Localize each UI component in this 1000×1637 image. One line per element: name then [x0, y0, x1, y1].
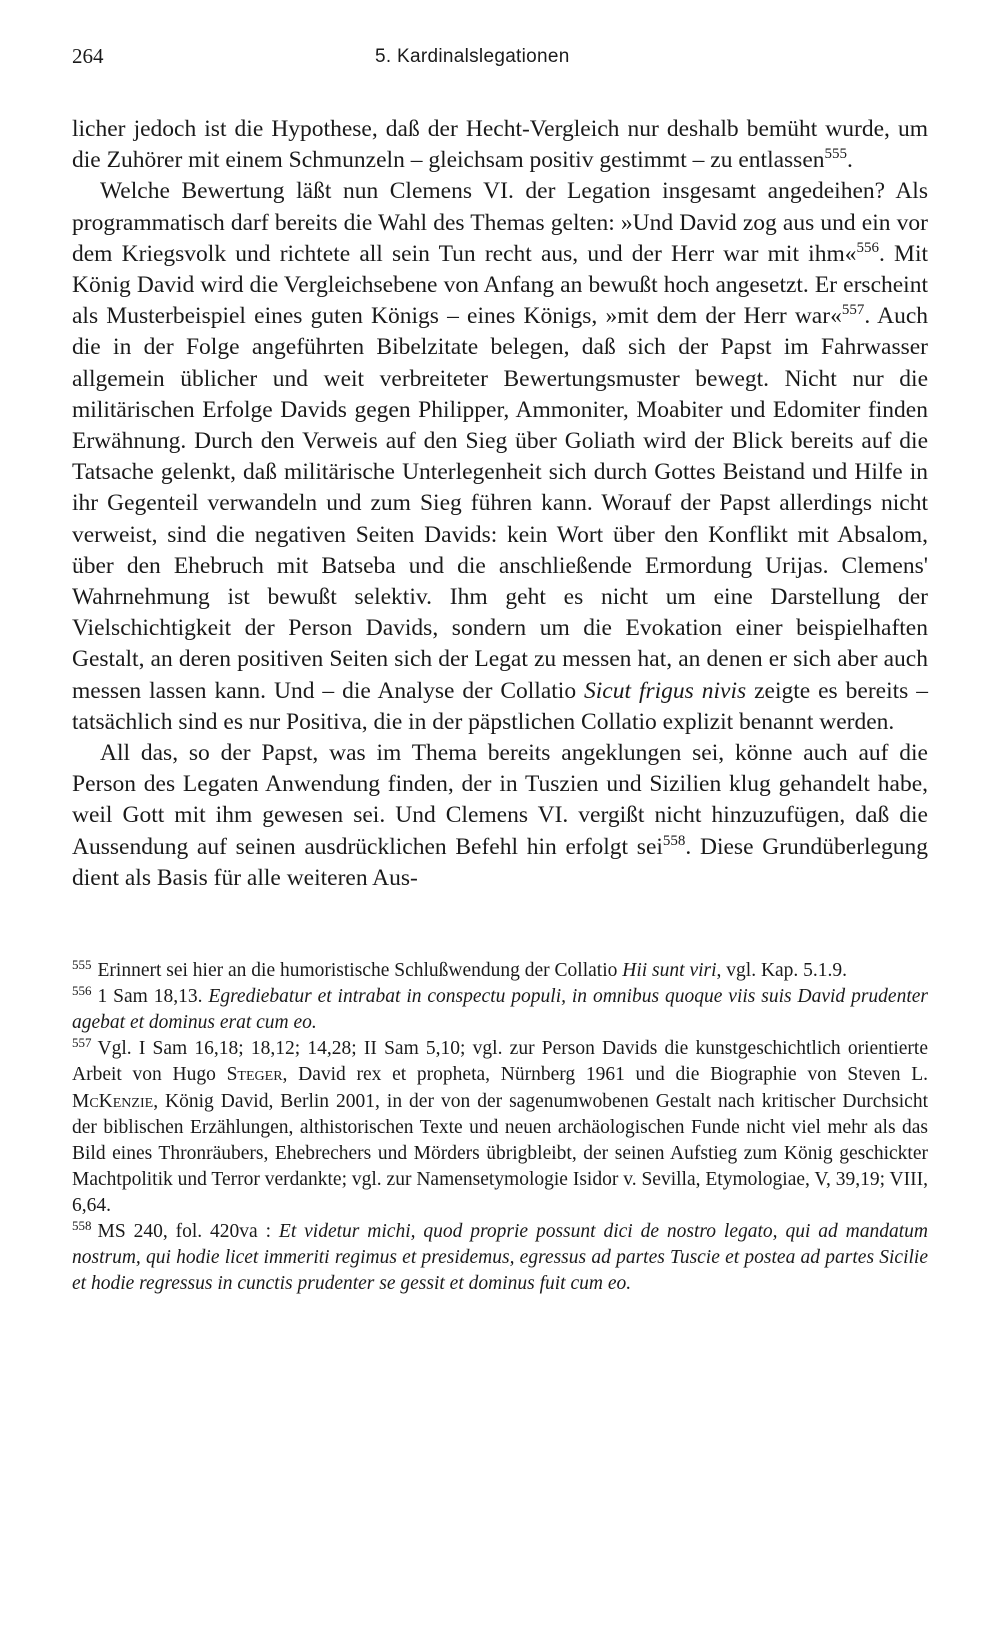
- footnote-ref-556: 556: [856, 239, 879, 256]
- footnote-number: 555: [72, 957, 92, 973]
- page-number: 264: [72, 44, 104, 68]
- paragraph-1: [72, 114, 928, 176]
- footnote-number: 558: [72, 1218, 92, 1234]
- text-run: . Mit König David wird die Vergleichsebene von Anfang an bewußt hoch angesetzt. Er erscheint als Musterbeispiel eines guten Königs – eines Königs, »mit dem der Herr war«: [72, 240, 928, 330]
- footnote-ref-558: 558: [662, 832, 686, 849]
- text-run: Welche Bewertung läßt nun Clemens VI. der Legation insgesamt angedeihen? Als programmatisch darf bereits die Wahl des Themas gelten: »Und David zog aus und ein vor dem Kriegsvolk und richtete all sein Tun recht aus, und der Herr war mit ihm«: [72, 178, 928, 267]
- footnote-text: MS 240, fol. 420va :: [97, 1221, 279, 1243]
- paragraph-2: [72, 176, 928, 738]
- book-page: [72, 44, 928, 1297]
- running-head: [72, 44, 928, 78]
- text-run: All das, so der Papst, was im Thema bereits angeklungen sei, könne auch auf die Person des Legaten Anwendung finden, der in Tuszien und Sizilien klug gehandelt habe, weil Gott mit ihm gewesen sei. Und Clemens VI. vergißt nicht hinzuzufügen, daß die Aussendung auf seinen ausdrücklichen Befehl hin erfolgt sei: [72, 740, 928, 860]
- text-run: zeigte es bereits – tatsächlich sind es nur Positiva, die in der päpstlichen Collatio explizit benannt werden.: [72, 677, 928, 735]
- footnote-555: [72, 958, 928, 984]
- text-run: licher jedoch ist die Hypothese, daß der Hecht-Vergleich nur deshalb bemüht wurde, um die Zuhörer mit einem Schmunzeln – gleichsam positiv gestimmt – zu entlassen: [72, 116, 928, 174]
- main-text: [72, 114, 928, 894]
- chapter-title: 5. Kardinalslegationen: [375, 46, 570, 67]
- footnote-ref-555: 555: [824, 146, 847, 163]
- footnote-text: , David rex et propheta, Nürnberg 1961 und die Biographie von Steven L.: [282, 1064, 928, 1086]
- italic-title: Sicut frigus nivis: [584, 677, 747, 704]
- footnote-number: 556: [72, 983, 92, 999]
- footnote-556: [72, 984, 928, 1036]
- footnote-italic: Et videtur michi, quod proprie possunt dici de nostro legato, qui ad mandatum nostrum, qui hodie licet immeriti regimus et presidemus, egressus ad partes Tuscie et postea ad partes Sicilie et hodie regressus in cunctis prudenter se gessit et dominus fuit cum eo.: [72, 1221, 928, 1295]
- footnote-text: Vgl. I Sam 16,18; 18,12; 14,28; II Sam 5,10; vgl. zur Person Davids die kunstgeschichtlich orientierte Arbeit von Hugo: [72, 1038, 928, 1086]
- footnote-558: [72, 1219, 928, 1297]
- footnote-italic: Egrediebatur et intrabat in conspectu populi, in omnibus quoque viis suis David prudenter agebat et dominus erat cum eo.: [72, 986, 929, 1034]
- text-run: . Auch die in der Folge angeführten Bibelzitate belegen, daß sich der Papst im Fahrwasser allgemein üblicher und weit verbreiteter Bewertungsmuster bewegt. Nicht nur die militärischen Erfolge Davids gegen Philipper, Ammoniter, Moabiter und Edomiter finden Erwähnung. Durch den Verweis auf den Sieg über Goliath wird der Blick bereits auf die Tatsache gelenkt, daß militärische Unterlegenheit sich durch Gottes Beistand und Hilfe in ihr Gegenteil verwandeln und zum Sieg führen kann. Worauf der Papst allerdings nicht verweist, sind die negativen Seiten Davids: kein Wort über den Konflikt mit Absalom, über den Ehebruch mit Batseba und die anschließende Ermordung Urijas. Clemens' Wahrnehmung ist bewußt selektiv. Ihm geht es nicht um eine Darstellung der Vielschichtigkeit der Person Davids, sondern um die Evokation einer beispielhaften Gestalt, an deren positiven Seiten sich der Legat zu messen hat, an denen er sich aber auch messen lassen kann. Und – die Analyse der Collatio: [72, 303, 928, 704]
- footnote-ref-557: 557: [841, 302, 865, 319]
- text-run: . Diese Grundüberlegung dient als Basis für alle weiteren Aus-: [72, 833, 928, 891]
- text-run: .: [847, 147, 853, 174]
- footnote-557: [72, 1036, 928, 1219]
- author-name: McKenzie: [72, 1090, 154, 1112]
- footnote-text: 1 Sam 18,13.: [97, 986, 209, 1008]
- footnotes: [72, 958, 928, 1297]
- footnote-text: , vgl. Kap. 5.1.9.: [716, 960, 848, 982]
- footnote-italic: Hii sunt viri: [622, 960, 717, 982]
- footnote-text: , König David, Berlin 2001, in der von der sagenumwobenen Gestalt nach kritischer Durchsicht der biblischen Erzählungen, althistorischen Texte und neuen archäologischen Funde nicht viel mehr als das Bild eines Thronräubers, Ehebrechers und Mörders übrigbleibt, der seinen Aufstieg zum König geschickter Machtpolitik und Terror verdankte; vgl. zur Namensetymologie Isidor v. Sevilla, Etymologiae, V, 39,19; VIII, 6,64.: [72, 1090, 928, 1216]
- author-name: Steger: [226, 1064, 283, 1086]
- footnote-text: Erinnert sei hier an die humoristische Schlußwendung der Collatio: [97, 960, 623, 982]
- footnote-number: 557: [72, 1035, 92, 1051]
- paragraph-3: [72, 738, 928, 894]
